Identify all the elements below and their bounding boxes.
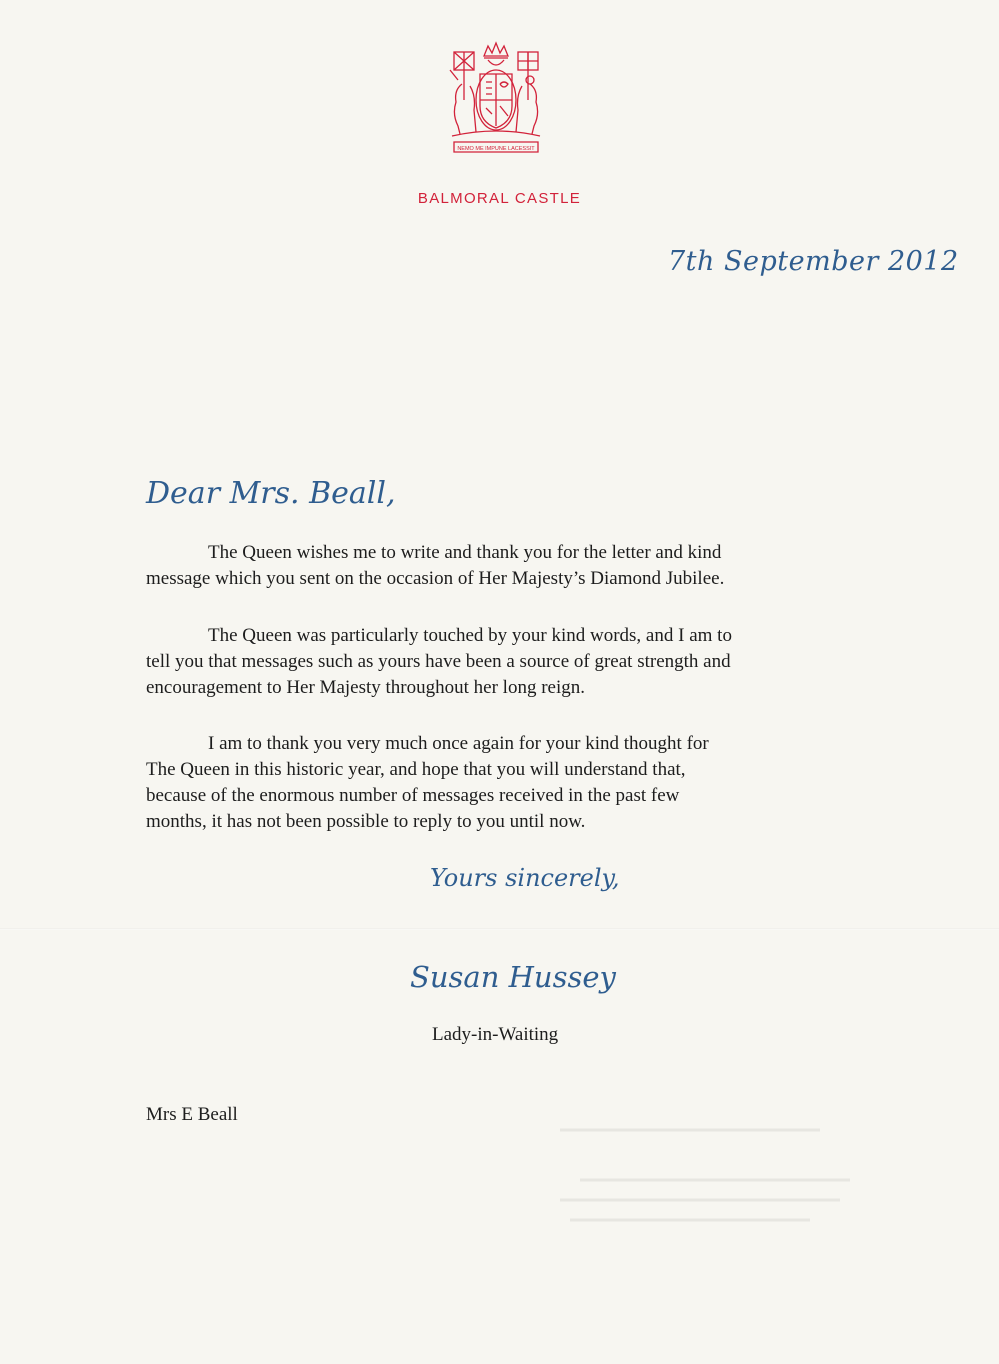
royal-coat-of-arms-icon bbox=[440, 40, 552, 156]
closing: Yours sincerely, bbox=[430, 864, 620, 892]
addressee: Mrs E Beall bbox=[146, 1104, 238, 1125]
crest-motto: NEMO ME IMPUNE LACESSIT bbox=[457, 146, 535, 152]
salutation: Dear Mrs. Beall, bbox=[146, 476, 396, 511]
signatory-title: Lady-in-Waiting bbox=[432, 1024, 559, 1045]
signature: Susan Hussey bbox=[410, 960, 616, 994]
letterhead-location: BALMORAL CASTLE bbox=[417, 190, 582, 207]
body-paragraph-1: The Queen wishes me to write and thank you for the letter and kind message which you sent on the occasion of Her Majesty’s Diamond Jubilee. bbox=[146, 542, 725, 589]
letter-date: 7th September 2012 bbox=[668, 246, 959, 277]
show-through-text-shadow bbox=[560, 1120, 860, 1240]
paper-fold-line bbox=[0, 928, 999, 930]
body-paragraph-2: The Queen was particularly touched by your kind words, and I am to tell you that messages such as yours have been a source of great strength and encouragement to Her Majesty throughout her long reign. bbox=[146, 625, 732, 698]
body-paragraph-3: I am to thank you very much once again for your kind thought for The Queen in this historic year, and hope that you will understand that, because of the enormous number of messages received in the past few months, it has not been possible to reply to you until now. bbox=[146, 733, 709, 832]
